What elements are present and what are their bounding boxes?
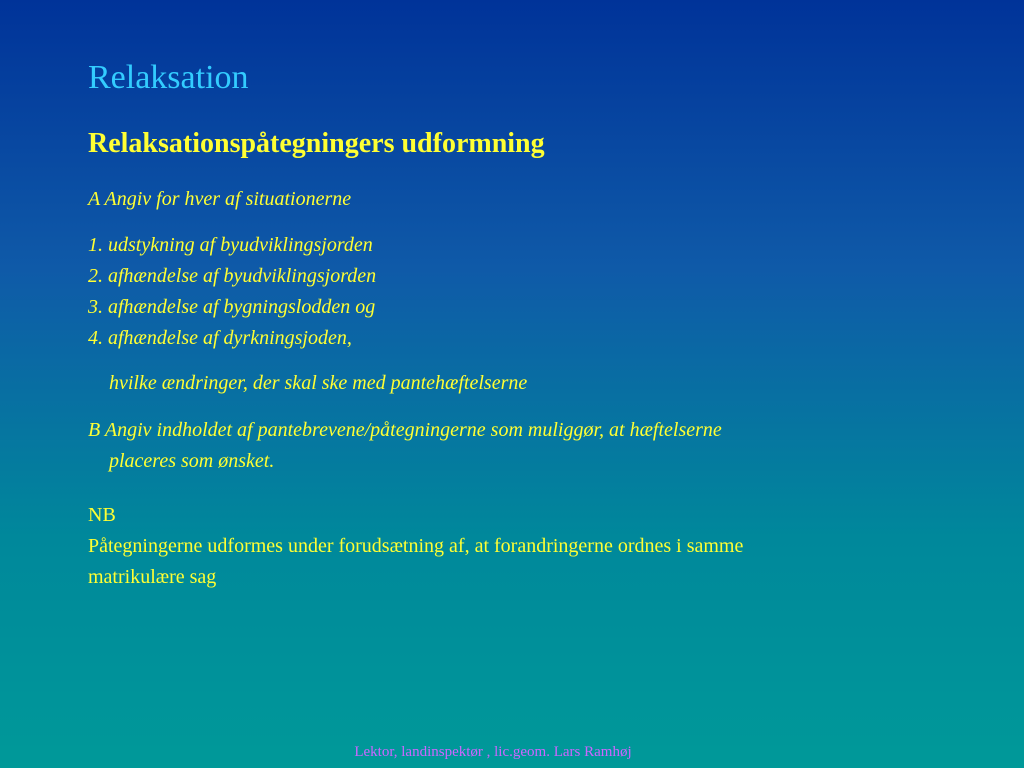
slide-footer: Lektor, landinspektør , lic.geom. Lars Ramhøj xyxy=(354,744,632,760)
situation-list xyxy=(88,230,376,354)
question-b-line1: B Angiv indholdet af pantebrevene/påtegningerne som muliggør, at hæftelserne xyxy=(88,419,722,441)
slide-title: Relaksation xyxy=(88,59,249,96)
question-b xyxy=(88,415,918,477)
nb-note xyxy=(88,500,968,593)
list-item: 4. afhændelse af dyrkningsjoden, xyxy=(88,327,352,349)
nb-label: NB xyxy=(88,504,116,526)
question-a-end: hvilke ændringer, der skal ske med pantehæftelserne xyxy=(109,372,528,394)
list-item: 3. afhændelse af bygningslodden og xyxy=(88,296,376,318)
question-b-line2: placeres som ønsket. xyxy=(109,450,275,472)
list-item: 2. afhændelse af byudviklingsjorden xyxy=(88,265,377,287)
question-a: A Angiv for hver af situationerne xyxy=(88,188,352,210)
list-item: 1. udstykning af byudviklingsjorden xyxy=(88,234,373,256)
nb-line1: Påtegningerne udformes under forudsætning af, at forandringerne ordnes i samme xyxy=(88,535,744,557)
slide-subtitle: Relaksationspåtegningers udformning xyxy=(88,128,545,159)
nb-line2: matrikulære sag xyxy=(88,566,217,588)
